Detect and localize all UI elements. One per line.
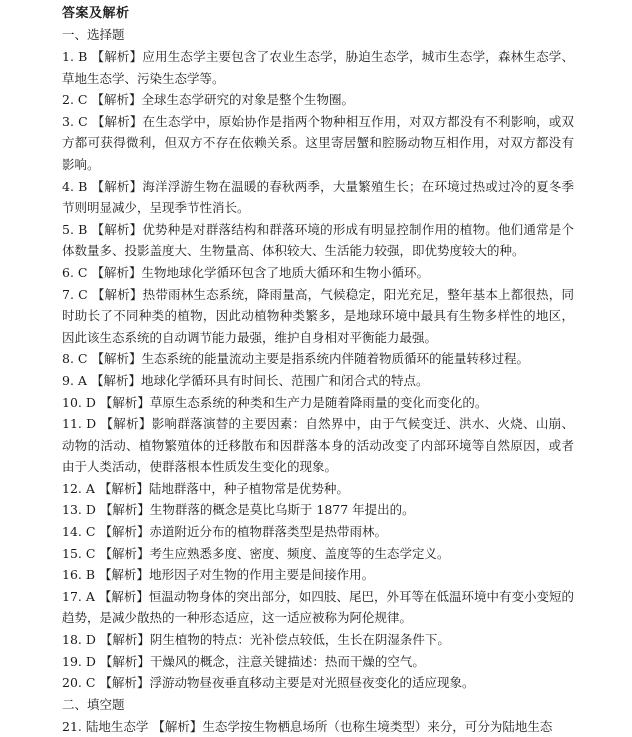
item-explanation: 赤道附近分布的植物群落类型是热带雨林。 [149,524,387,540]
item-number: 21. [62,718,82,734]
analysis-tag: 【解析】 [99,675,150,691]
item-answer: C [77,351,88,367]
analysis-tag: 【解析】 [91,264,142,280]
analysis-tag: 【解析】 [99,632,150,648]
answer-item [62,564,574,586]
analysis-tag: 【解析】 [90,372,141,388]
section-heading-fill: 二、填空题 [62,696,125,712]
analysis-tag: 【解析】 [91,113,143,129]
document-title: 答案及解析 [62,6,130,21]
item-explanation: 阴生植物的特点：光补偿点较低，生长在阴湿条件下。 [149,632,450,648]
item-explanation: 考生应熟悉多度、密度、频度、盖度等的生态学定义。 [149,545,450,561]
item-answer: 陆地生态学 [85,718,149,734]
item-number: 6. [62,264,74,280]
analysis-tag: 【解析】 [91,49,143,64]
answer-item [62,111,574,176]
analysis-tag: 【解析】 [91,286,143,302]
analysis-tag: 【解析】 [99,545,150,561]
item-answer: D [85,632,96,648]
item-explanation: 优势种是对群落结构和群落环境的形成有明显控制作用的植物。他们通常是个体数量多、投影盖度大、生物量高、体积较大、生活能力较强，即优势度较大的种。 [62,221,574,259]
analysis-tag: 【解析】 [99,524,150,540]
answer-document [62,4,574,737]
answer-item [62,586,574,629]
answer-item [62,176,574,219]
item-number: 13. [62,502,82,518]
item-answer: D [85,653,96,669]
item-number: 10. [62,394,82,410]
item-answer: C [77,92,88,108]
analysis-tag: 【解析】 [99,394,150,410]
item-explanation: 在生态学中，原始协作是指两个物种相互作用，对双方都没有不利影响，或双方都可获得微利，但双方不存在依赖关系。这里寄居蟹和腔肠动物互相作用，对双方都没有影响。 [62,113,574,172]
item-explanation: 地球化学循环具有时间长、范围广和闭合式的特点。 [140,372,429,388]
answer-item [62,543,574,565]
item-number: 17. [62,588,82,604]
answer-item [62,651,574,673]
item-explanation: 全球生态学研究的对象是整个生物圈。 [141,92,355,108]
item-answer: B [78,49,88,64]
item-explanation: 草原生态系统的种类和生产力是随着降雨量的变化而变化的。 [149,394,488,410]
analysis-tag: 【解析】 [152,718,203,734]
analysis-tag: 【解析】 [99,567,150,583]
item-explanation: 生物群落的概念是莫比乌斯于 1877 年提出的。 [149,502,415,518]
item-answer: C [77,264,88,280]
analysis-tag: 【解析】 [91,221,143,237]
item-number: 18. [62,632,82,648]
item-answer: C [78,286,88,302]
item-number: 1. [62,49,74,64]
item-answer: B [78,221,88,237]
item-answer: A [85,588,95,604]
item-explanation: 应用生态学主要包含了农业生态学，胁迫生态学，城市生态学，森林生态学、草地生态学、污染生态学等。 [62,49,574,86]
analysis-tag: 【解析】 [99,653,150,669]
answer-item [62,262,574,284]
analysis-tag: 【解析】 [98,588,149,604]
answer-item [62,46,574,89]
item-answer: C [85,524,96,540]
item-explanation: 浮游动物昼夜垂直移动主要是对光照昼夜变化的适应现象。 [149,675,475,691]
item-number: 19. [62,653,82,669]
answer-item [62,413,574,478]
analysis-tag: 【解析】 [91,92,142,108]
analysis-tag: 【解析】 [99,502,150,518]
item-answer: C [78,113,88,129]
item-answer: D [86,416,97,432]
answer-item [62,629,574,651]
analysis-tag: 【解析】 [91,351,142,367]
answer-item [62,499,574,521]
item-explanation: 恒温动物身体的突出部分，如四肢、尾巴，外耳等在低温环境中有变小变短的趋势，是减少散热的一种形态适应，这一适应被称为阿伦规律。 [62,588,574,626]
section-heading-choice: 一、选择题 [62,27,125,42]
item-number: 9. [62,372,74,388]
item-answer: A [85,480,95,496]
item-answer: C [85,545,96,561]
answer-item [62,672,574,694]
analysis-tag: 【解析】 [91,178,143,194]
item-number: 8. [62,351,74,367]
item-answer: B [85,567,96,583]
item-answer: D [85,502,96,518]
item-number: 12. [62,480,82,496]
answer-item [62,284,574,349]
answer-item [62,89,574,111]
item-explanation: 海洋浮游生物在温暖的春秋两季，大量繁殖生长；在环境过热或过冷的夏冬季节则明显减少，呈现季节性消长。 [62,178,574,216]
choice-answer-list [62,46,574,694]
item-number: 15. [62,545,82,561]
item-number: 4. [62,178,74,194]
item-number: 7. [62,286,74,302]
item-answer: C [85,675,96,691]
item-explanation: 热带雨林生态系统，降雨量高，气候稳定，阳光充足，整年基本上都很热，同时助长了不同种类的植物，因此动植物种类繁多，是地球环境中最具有生物多样性的地区，因此该生态系统的自动调节能力最强，维护自身相对平衡能力最强。 [62,286,574,345]
answer-item [62,219,574,262]
answer-item [62,370,574,392]
item-explanation: 影响群落演替的主要因素：自然界中，由于气候变迁、洪水、火烧、山崩、动物的活动、植物繁殖体的迁移散布和因群落本身的活动改变了内部环境等自然原因，或者由于人类活动，使群落根本性质发生变化的现象。 [62,416,574,475]
item-number: 20. [62,675,82,691]
answer-item [62,521,574,543]
item-number: 3. [62,113,74,129]
item-answer: A [77,372,87,388]
analysis-tag: 【解析】 [100,416,152,432]
item-explanation: 生态系统的能量流动主要是指系统内伴随着物质循环的能量转移过程。 [141,351,530,367]
answer-item [62,392,574,414]
analysis-tag: 【解析】 [98,480,149,496]
item-number: 5. [62,221,74,237]
item-number: 14. [62,524,82,540]
item-explanation: 生物地球化学循环包含了地质大循环和生物小循环。 [141,264,430,280]
item-explanation: 地形因子对生物的作用主要是间接作用。 [149,567,375,583]
item-number: 11. [62,416,82,432]
answer-item [62,478,574,500]
item-answer: B [78,178,88,194]
item-explanation: 干燥风的概念，注意关键描述：热而干燥的空气。 [149,653,425,669]
item-answer: D [85,394,96,410]
item-explanation: 陆地群落中，种子植物常是优势种。 [148,480,349,496]
answer-item [62,348,574,370]
item-number: 16. [62,567,82,583]
item-number: 2. [62,92,74,108]
item-explanation: 生态学按生物栖息场所（也称生境类型）来分，可分为陆地生态 [202,718,553,734]
